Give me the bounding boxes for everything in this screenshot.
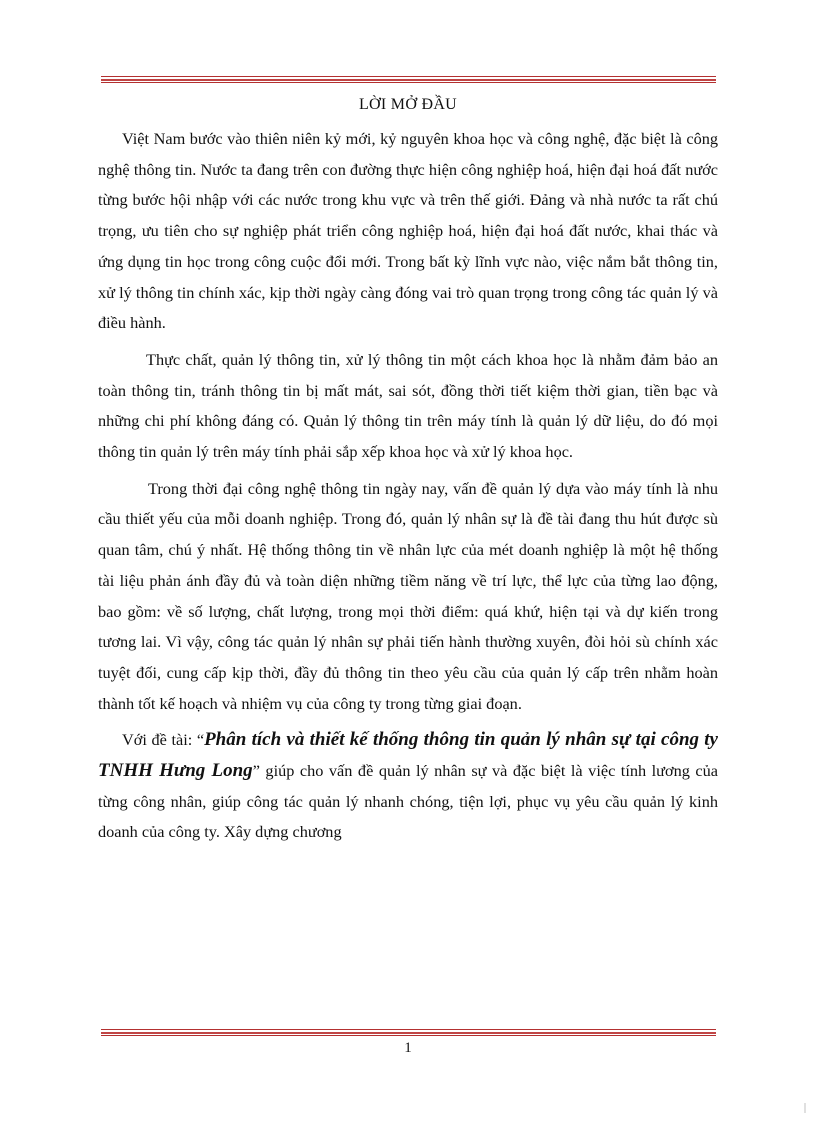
footer-rule [101, 1029, 716, 1036]
paragraph-4-suffix: ” giúp cho vấn đề quản lý nhân sự và đặc biệt là việc tính lương của từng công nhân, giúp công tác quản lý nhanh chóng, tiện lợi, phục vụ yêu cầu quản lý kinh doanh của công ty. Xây dựng chương [98, 761, 718, 842]
paragraph-4-prefix: Với đề tài: “ [122, 730, 205, 750]
document-body [98, 124, 718, 848]
thesis-title-emphasis: Phân tích và thiết kế thống thông tin quản lý nhân sự tại công ty TNHH Hưng Long [98, 729, 718, 782]
corner-mark [804, 1103, 806, 1113]
page-number: 1 [404, 1040, 412, 1056]
paragraph-1: Việt Nam bước vào thiên niên kỷ mới, kỷ nguyên khoa học và công nghệ, đặc biệt là công nghệ thông tin. Nước ta đang trên con đường thực hiện công nghiệp hoá, hiện đại hoá đất nước từng bước hội nhập với các nước trong khu vực và trên thế giới. Đảng và nhà nước ta rất chú trọng, ưu tiên cho sự nghiệp phát triển công nghiệp hoá, hiện đại hoá đất nước, khai thác và ứng dụng tin học trong công cuộc đổi mới. Trong bất kỳ lĩnh vực nào, việc nắm bắt thông tin, xử lý thông tin chính xác, kịp thời ngày càng đóng vai trò quan trọng trong công tác quản lý và điều hành. [98, 129, 718, 333]
header-rule [101, 76, 716, 83]
paragraph-2: Thực chất, quản lý thông tin, xử lý thông tin một cách khoa học là nhằm đảm bảo an toàn thông tin, tránh thông tin bị mất mát, sai sót, đồng thời tiết kiệm thời gian, tiền bạc và những chi phí không đáng có. Quản lý thông tin trên máy tính là quản lý dữ liệu, do đó mọi thông tin quản lý trên máy tính phải sắp xếp khoa học và xử lý khoa học. [98, 349, 718, 462]
paragraph-3: Trong thời đại công nghệ thông tin ngày nay, vấn đề quản lý dựa vào máy tính là nhu cầu thiết yếu của mỗi doanh nghiệp. Trong đó, quản lý nhân sự là đề tài đang thu hút được sù quan tâm, chú ý nhất. Hệ thống thông tin về nhân lực của mét doanh nghiệp là một hệ thống tài liệu phản ánh đầy đủ và toàn diện những tiềm năng về trí lực, thể lực của từng lao động, bao gồm: về số lượng, chất lượng, trong mọi thời điểm: quá khứ, hiện tại và dự kiến trong tương lai. Vì vậy, công tác quản lý nhân sự phải tiến hành thường xuyên, đòi hỏi sù chính xác tuyệt đối, cung cấp kịp thời, đầy đủ thông tin theo yêu cầu của quản lý cấp trên nhằm hoàn thành tốt kế hoạch và nhiệm vụ của công ty trong từng giai đoạn. [98, 478, 718, 713]
page-title: LỜI MỞ ĐẦU [358, 96, 458, 113]
paragraph-4 [98, 725, 718, 848]
